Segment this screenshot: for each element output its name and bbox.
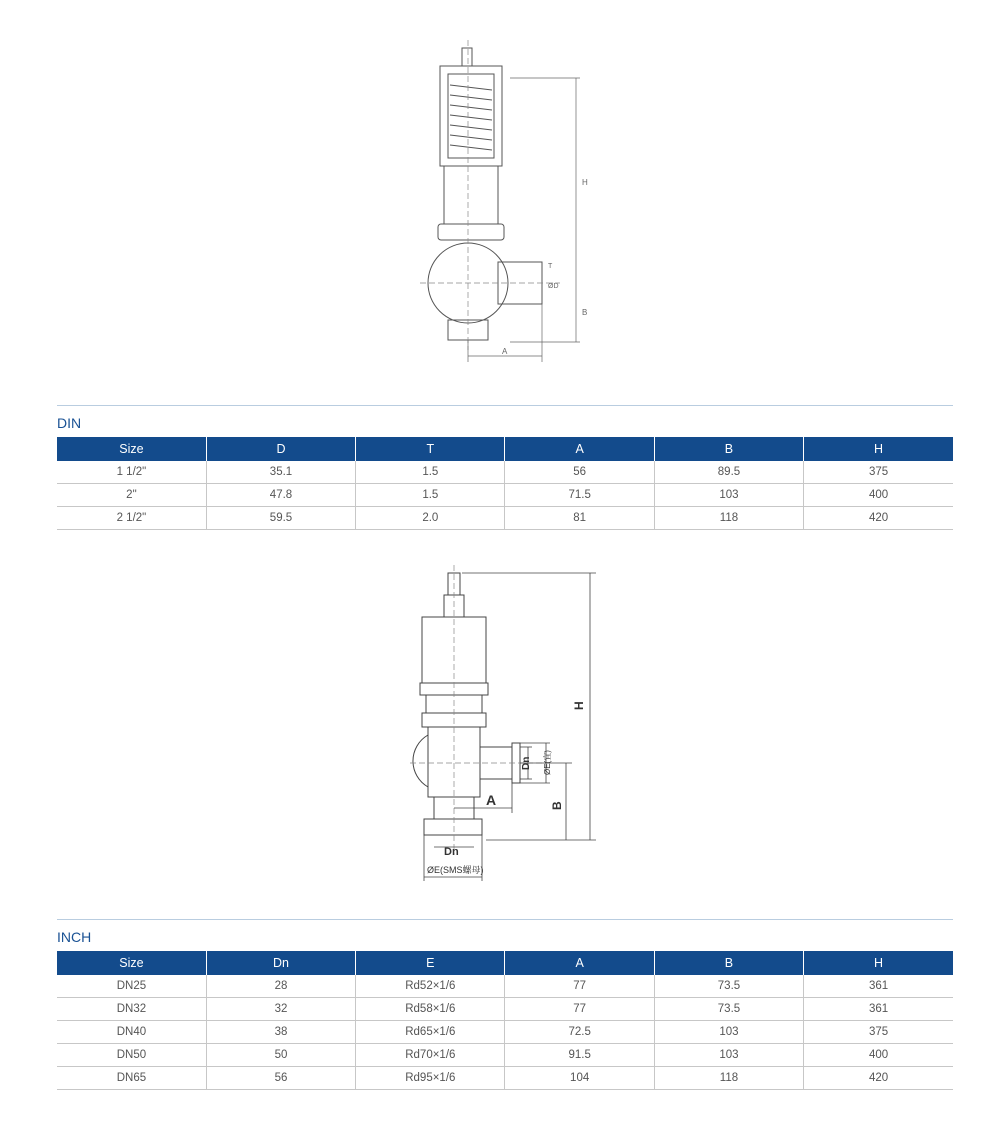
table-row	[57, 1021, 953, 1044]
table-cell: 420	[804, 507, 953, 530]
inch-table-header-row	[57, 951, 953, 975]
table-cell: 375	[804, 461, 953, 484]
din-header-cell: D	[206, 437, 355, 461]
table-cell: 56	[206, 1067, 355, 1090]
table-cell: 73.5	[654, 975, 803, 998]
table-row	[57, 975, 953, 998]
table-cell: DN25	[57, 975, 206, 998]
table-cell: 375	[804, 1021, 953, 1044]
stem-top	[462, 48, 472, 66]
body-curve	[413, 735, 428, 787]
table-cell: DN50	[57, 1044, 206, 1067]
table-cell: 56	[505, 461, 654, 484]
table-cell: Rd58×1/6	[356, 998, 505, 1021]
table-cell: 420	[804, 1067, 953, 1090]
bonnet-housing	[440, 66, 502, 166]
table-row	[57, 1044, 953, 1067]
table-cell: 1.5	[356, 484, 505, 507]
inch-header-cell: Dn	[206, 951, 355, 975]
table-cell: Rd70×1/6	[356, 1044, 505, 1067]
table-cell: 71.5	[505, 484, 654, 507]
dim-h-label: H	[572, 701, 586, 710]
inch-header-cell: E	[356, 951, 505, 975]
table-cell: 28	[206, 975, 355, 998]
table-cell: 400	[804, 1044, 953, 1067]
inch-header-cell: B	[654, 951, 803, 975]
dim-e-bottom-label: ØE(SMS螺母)	[427, 865, 484, 875]
table-cell: 1 1/2"	[57, 461, 206, 484]
table-cell: 73.5	[654, 998, 803, 1021]
table-cell: 59.5	[206, 507, 355, 530]
table-cell: DN32	[57, 998, 206, 1021]
table-cell: 361	[804, 975, 953, 998]
table-cell: 32	[206, 998, 355, 1021]
table-cell: 77	[505, 998, 654, 1021]
inch-header-cell: A	[505, 951, 654, 975]
table-row	[57, 507, 953, 530]
table-cell: 1.5	[356, 461, 505, 484]
table-row	[57, 461, 953, 484]
table-cell: 77	[505, 975, 654, 998]
inch-table	[57, 951, 953, 1090]
din-section-rule	[57, 405, 953, 406]
table-cell: 2"	[57, 484, 206, 507]
din-header-cell: H	[804, 437, 953, 461]
dim-t-label: T	[548, 263, 553, 270]
table-cell: 2.0	[356, 507, 505, 530]
table-cell: Rd95×1/6	[356, 1067, 505, 1090]
valve-neck	[444, 166, 498, 224]
din-header-cell: B	[654, 437, 803, 461]
dim-dn-side-label: Dn	[521, 756, 532, 770]
table-cell: 103	[654, 1021, 803, 1044]
table-cell: 91.5	[505, 1044, 654, 1067]
table-cell: DN40	[57, 1021, 206, 1044]
table-cell: 118	[654, 507, 803, 530]
table-cell: 361	[804, 998, 953, 1021]
din-section-title: DIN	[57, 415, 82, 431]
table-cell: 72.5	[505, 1021, 654, 1044]
table-cell: Rd65×1/6	[356, 1021, 505, 1044]
din-table	[57, 437, 953, 530]
table-row	[57, 998, 953, 1021]
bottom-nut	[424, 819, 482, 835]
table-cell: 2 1/2"	[57, 507, 206, 530]
dim-h-label: H	[582, 178, 588, 187]
dim-b-label: B	[550, 801, 564, 810]
valve-drawing-inch	[400, 565, 620, 885]
inch-header-cell: Size	[57, 951, 206, 975]
dim-d-label: ØD	[548, 283, 559, 290]
table-cell: 400	[804, 484, 953, 507]
table-row	[57, 484, 953, 507]
valve-drawing-din	[400, 40, 620, 370]
dim-b-label: B	[582, 308, 588, 317]
table-cell: Rd52×1/6	[356, 975, 505, 998]
table-cell: 89.5	[654, 461, 803, 484]
dim-a-label: A	[502, 347, 508, 356]
din-table-header-row	[57, 437, 953, 461]
dim-e-side-label: ØE(宜)	[543, 750, 552, 775]
table-cell: DN65	[57, 1067, 206, 1090]
dim-dn-bottom-label: Dn	[444, 846, 459, 858]
din-header-cell: A	[505, 437, 654, 461]
clamp-ring	[438, 224, 504, 240]
spring-coils	[450, 85, 492, 150]
table-cell: 35.1	[206, 461, 355, 484]
table-cell: 47.8	[206, 484, 355, 507]
table-cell: 118	[654, 1067, 803, 1090]
inch-header-cell: H	[804, 951, 953, 975]
table-cell: 103	[654, 484, 803, 507]
inch-section-title: INCH	[57, 929, 92, 945]
table-cell: 38	[206, 1021, 355, 1044]
din-header-cell: T	[356, 437, 505, 461]
table-cell: 103	[654, 1044, 803, 1067]
table-cell: 81	[505, 507, 654, 530]
table-row	[57, 1067, 953, 1090]
dim-a-label: A	[486, 792, 497, 808]
din-header-cell: Size	[57, 437, 206, 461]
table-cell: 50	[206, 1044, 355, 1067]
inch-section-rule	[57, 919, 953, 920]
table-cell: 104	[505, 1067, 654, 1090]
